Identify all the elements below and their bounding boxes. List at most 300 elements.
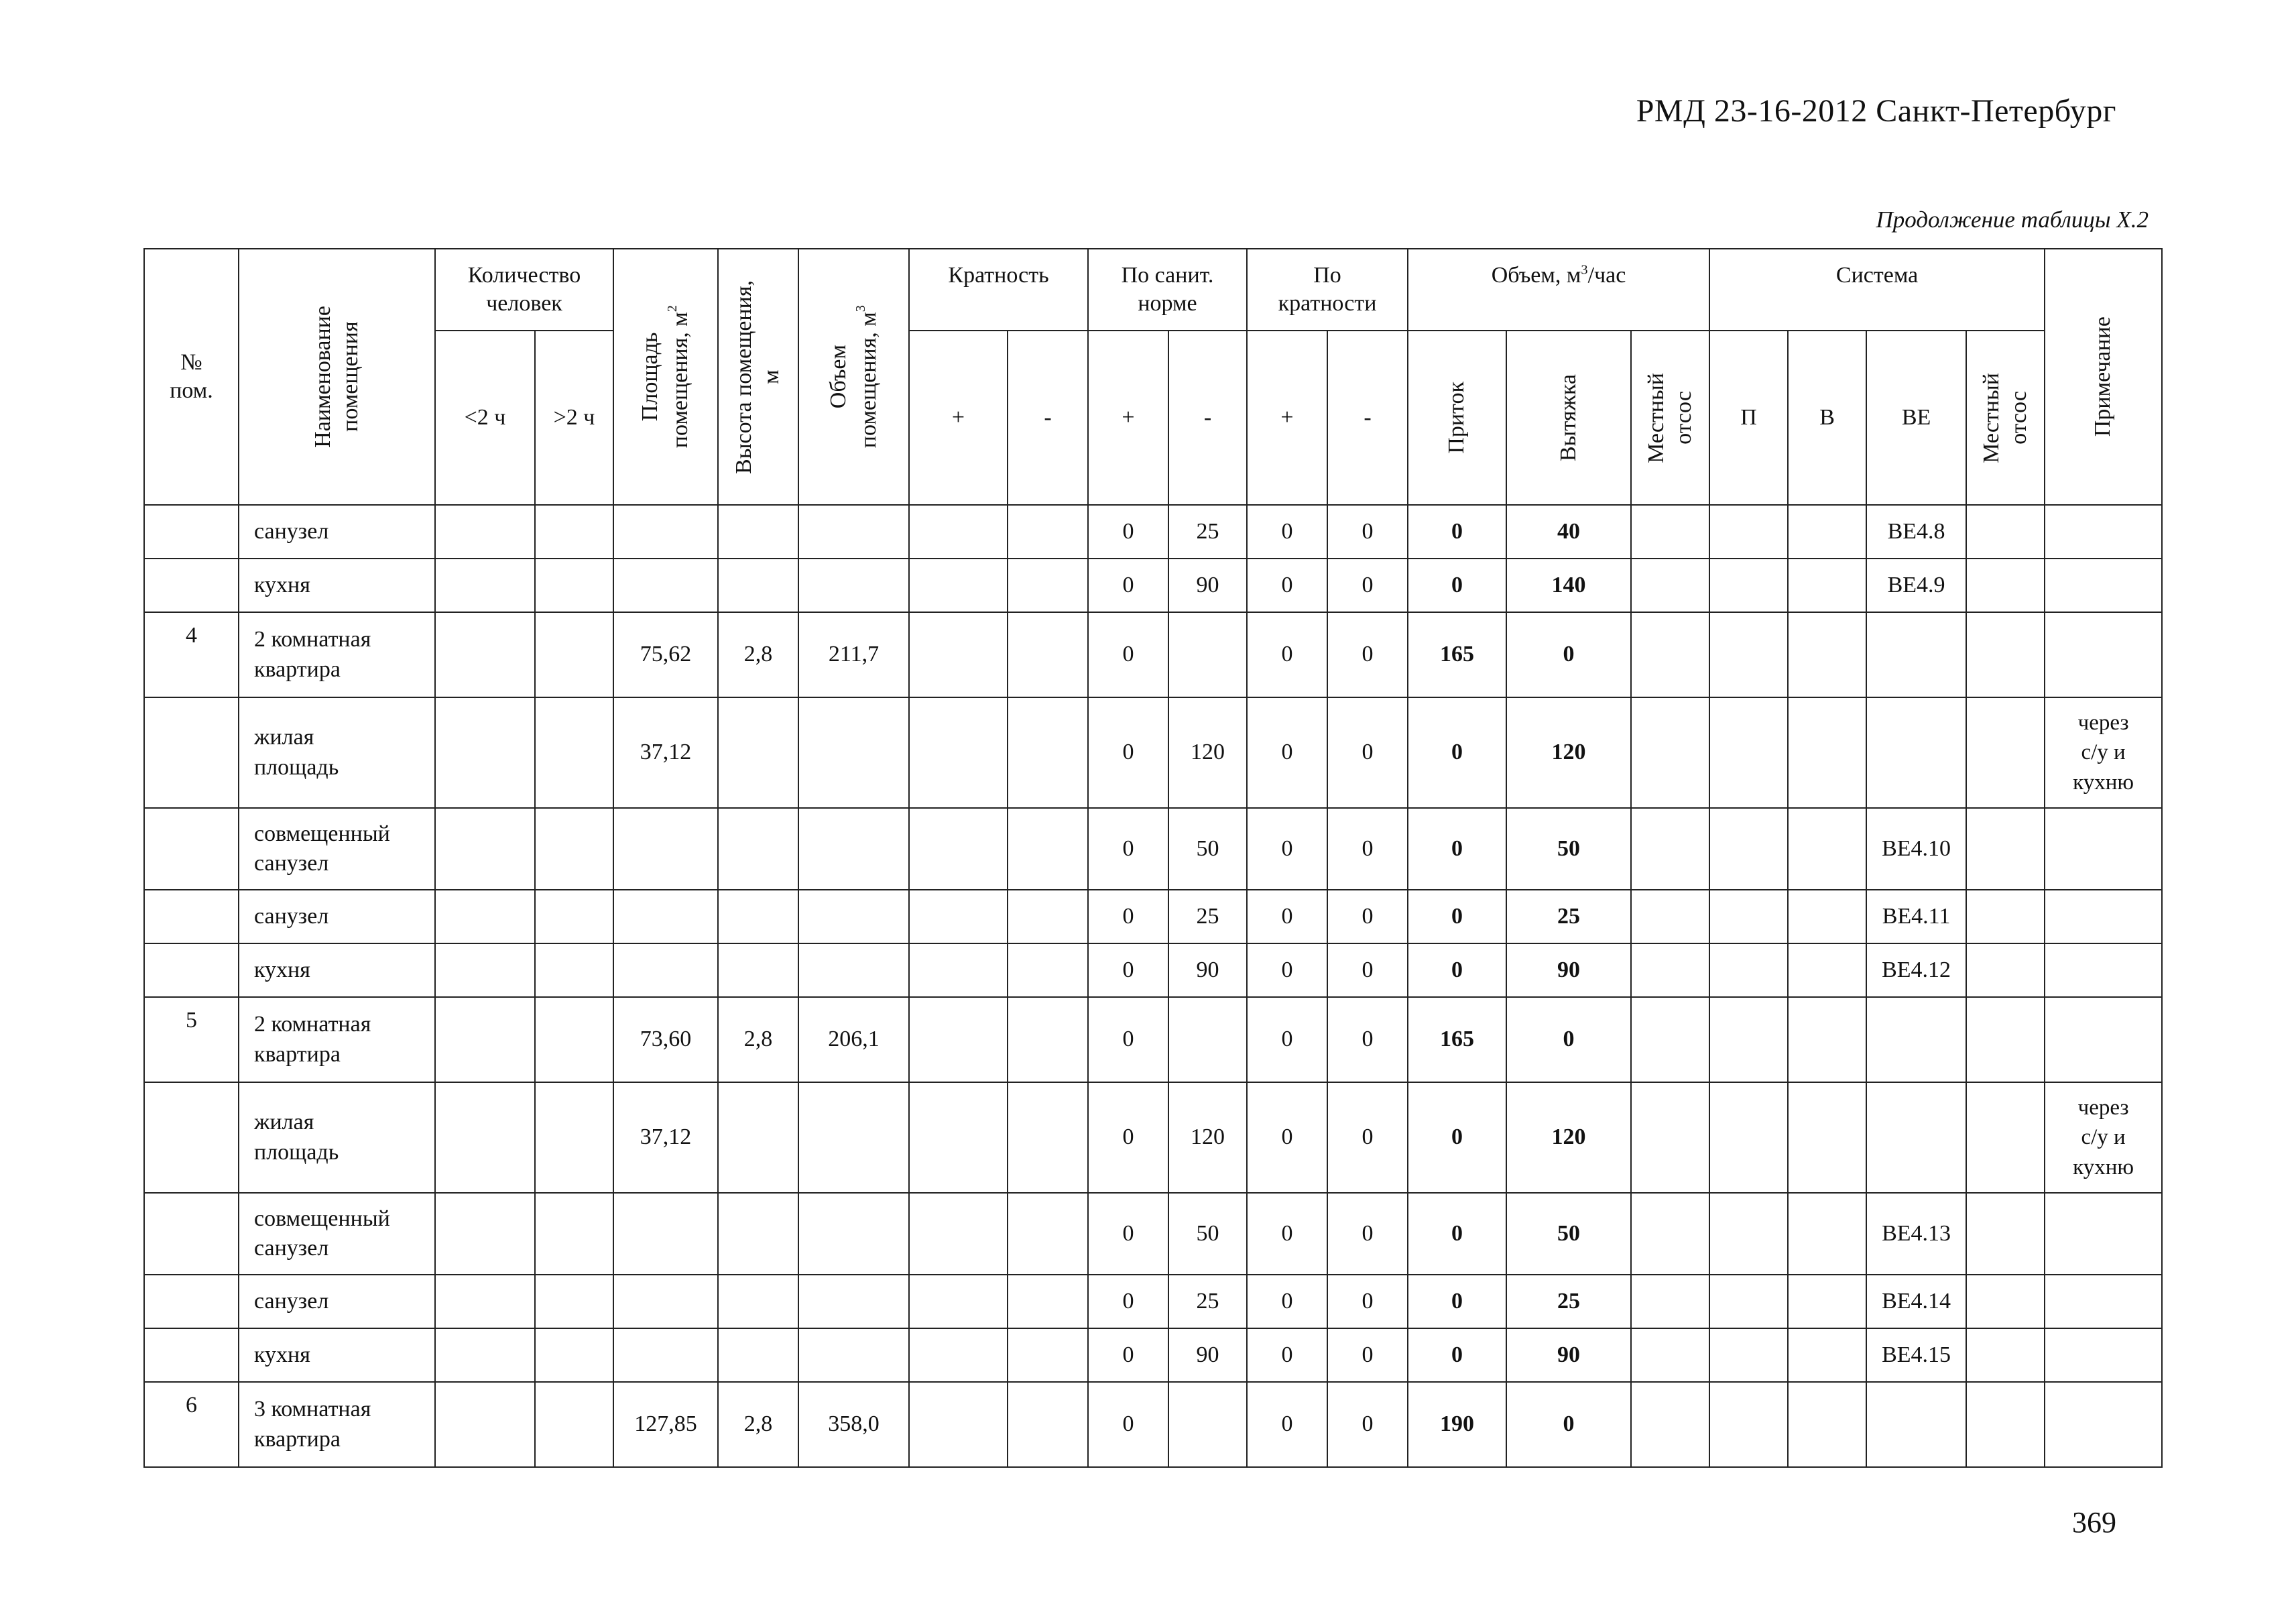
- cell-people-lt2: [435, 1382, 535, 1467]
- cell-note: [2045, 559, 2162, 612]
- cell-sanit-plus: 0: [1088, 1275, 1168, 1328]
- cell-note: [2045, 1382, 2162, 1467]
- cell-sys-v: [1788, 1082, 1866, 1193]
- table-row: [144, 1193, 2162, 1275]
- cell-num: [144, 890, 239, 943]
- header-height: Высота помещения, м: [718, 249, 798, 505]
- cell-krat-minus: 0: [1327, 505, 1408, 559]
- cell-rate-minus: [1008, 890, 1088, 943]
- cell-sanit-plus: 0: [1088, 1082, 1168, 1193]
- cell-sanit-plus: 0: [1088, 808, 1168, 890]
- cell-sanit-minus: 50: [1168, 808, 1247, 890]
- header-sanit: По санит. норме: [1088, 249, 1247, 331]
- cell-note: [2045, 505, 2162, 559]
- cell-flow-in: 165: [1408, 612, 1506, 697]
- cell-flow-out: 120: [1506, 697, 1631, 808]
- cell-krat-plus: 0: [1247, 1382, 1327, 1467]
- cell-krat-minus: 0: [1327, 1275, 1408, 1328]
- cell-sys-ve: ВЕ4.10: [1866, 808, 1966, 890]
- cell-people-gt2: [535, 505, 613, 559]
- cell-krat-minus: 0: [1327, 943, 1408, 997]
- cell-rate-plus: [909, 1193, 1008, 1275]
- cell-rate-plus: [909, 943, 1008, 997]
- cell-note: через с/у и кухню: [2045, 1082, 2162, 1193]
- cell-rate-minus: [1008, 505, 1088, 559]
- cell-sys-local: [1966, 559, 2045, 612]
- cell-flow-local: [1631, 997, 1709, 1082]
- cell-num: [144, 559, 239, 612]
- cell-flow-in: 0: [1408, 559, 1506, 612]
- cell-sys-v: [1788, 808, 1866, 890]
- header-flow-in: Приток: [1408, 331, 1506, 505]
- cell-height: 2,8: [718, 997, 798, 1082]
- cell-sys-ve: [1866, 612, 1966, 697]
- cell-area: 37,12: [613, 1082, 718, 1193]
- cell-rate-minus: [1008, 1382, 1088, 1467]
- cell-name: кухня: [239, 943, 435, 997]
- cell-num: [144, 505, 239, 559]
- cell-height: [718, 505, 798, 559]
- cell-sys-local: [1966, 943, 2045, 997]
- cell-krat-minus: 0: [1327, 1328, 1408, 1382]
- cell-volume: 358,0: [798, 1382, 909, 1467]
- cell-sys-v: [1788, 697, 1866, 808]
- cell-name: санузел: [239, 1275, 435, 1328]
- cell-flow-out: 25: [1506, 890, 1631, 943]
- table-row: [144, 1382, 2162, 1467]
- cell-name: кухня: [239, 559, 435, 612]
- cell-sys-v: [1788, 612, 1866, 697]
- cell-name: совмещенный санузел: [239, 808, 435, 890]
- table-row: [144, 808, 2162, 890]
- cell-krat-plus: 0: [1247, 997, 1327, 1082]
- cell-rate-plus: [909, 997, 1008, 1082]
- cell-sys-local: [1966, 1328, 2045, 1382]
- cell-krat-plus: 0: [1247, 1082, 1327, 1193]
- cell-sys-p: [1709, 1082, 1788, 1193]
- header-people: Количество человек: [435, 249, 613, 331]
- cell-sys-p: [1709, 612, 1788, 697]
- header-sanit-plus: +: [1088, 331, 1168, 505]
- cell-num: [144, 1328, 239, 1382]
- cell-note: [2045, 1193, 2162, 1275]
- cell-name: совмещенный санузел: [239, 1193, 435, 1275]
- cell-flow-out: 90: [1506, 1328, 1631, 1382]
- header-rate: Кратность: [909, 249, 1088, 331]
- cell-volume: [798, 559, 909, 612]
- header-system: Система: [1709, 249, 2045, 331]
- cell-height: [718, 697, 798, 808]
- cell-sys-local: [1966, 1382, 2045, 1467]
- table-header: [144, 249, 2162, 505]
- document-header: РМД 23-16-2012 Санкт-Петербург: [1636, 93, 2116, 129]
- cell-sanit-plus: 0: [1088, 697, 1168, 808]
- header-area: Площадь помещения, $м^2$: [613, 249, 718, 505]
- cell-krat-plus: 0: [1247, 697, 1327, 808]
- cell-sanit-plus: 0: [1088, 1193, 1168, 1275]
- cell-sys-p: [1709, 559, 1788, 612]
- cell-note: [2045, 943, 2162, 997]
- cell-flow-out: 120: [1506, 1082, 1631, 1193]
- cell-krat-minus: 0: [1327, 697, 1408, 808]
- cell-flow-in: 0: [1408, 1275, 1506, 1328]
- cell-height: [718, 1193, 798, 1275]
- header-people-lt2: <2 ч: [435, 331, 535, 505]
- cell-note: через с/у и кухню: [2045, 697, 2162, 808]
- cell-flow-out: 0: [1506, 997, 1631, 1082]
- cell-krat-plus: 0: [1247, 1275, 1327, 1328]
- cell-people-lt2: [435, 559, 535, 612]
- cell-sanit-minus: 90: [1168, 559, 1247, 612]
- cell-volume: 211,7: [798, 612, 909, 697]
- cell-area: [613, 890, 718, 943]
- cell-rate-minus: [1008, 697, 1088, 808]
- cell-people-gt2: [535, 559, 613, 612]
- table-caption: Продолжение таблицы Х.2: [1876, 207, 2149, 233]
- cell-rate-plus: [909, 1082, 1008, 1193]
- cell-height: 2,8: [718, 1382, 798, 1467]
- header-volume: Объем помещения, $м^3$: [798, 249, 909, 505]
- cell-area: 127,85: [613, 1382, 718, 1467]
- cell-name: санузел: [239, 505, 435, 559]
- cell-sanit-minus: 25: [1168, 1275, 1247, 1328]
- cell-sanit-minus: 50: [1168, 1193, 1247, 1275]
- cell-sys-v: [1788, 1275, 1866, 1328]
- header-people-gt2: >2 ч: [535, 331, 613, 505]
- cell-sanit-plus: 0: [1088, 1382, 1168, 1467]
- table-row: [144, 1328, 2162, 1382]
- cell-flow-out: 40: [1506, 505, 1631, 559]
- table-row: [144, 890, 2162, 943]
- cell-height: [718, 1082, 798, 1193]
- cell-sys-ve: ВЕ4.12: [1866, 943, 1966, 997]
- table-row: [144, 1082, 2162, 1193]
- cell-sys-local: [1966, 890, 2045, 943]
- cell-people-gt2: [535, 1193, 613, 1275]
- table-row: [144, 1275, 2162, 1328]
- header-num: № пом.: [144, 249, 239, 505]
- cell-sys-v: [1788, 1328, 1866, 1382]
- cell-flow-in: 0: [1408, 943, 1506, 997]
- cell-flow-local: [1631, 1082, 1709, 1193]
- cell-sanit-minus: 90: [1168, 943, 1247, 997]
- cell-sys-local: [1966, 505, 2045, 559]
- cell-sys-local: [1966, 1082, 2045, 1193]
- cell-flow-in: 190: [1408, 1382, 1506, 1467]
- page-number: 369: [2072, 1506, 2116, 1539]
- cell-height: [718, 808, 798, 890]
- cell-sys-ve: ВЕ4.15: [1866, 1328, 1966, 1382]
- cell-num: [144, 1082, 239, 1193]
- header-sys-local: Местный отсос: [1966, 331, 2045, 505]
- cell-people-gt2: [535, 997, 613, 1082]
- cell-area: [613, 505, 718, 559]
- cell-flow-in: 0: [1408, 505, 1506, 559]
- cell-people-lt2: [435, 808, 535, 890]
- cell-rate-plus: [909, 890, 1008, 943]
- cell-sys-v: [1788, 559, 1866, 612]
- cell-sanit-plus: 0: [1088, 943, 1168, 997]
- cell-sys-ve: ВЕ4.13: [1866, 1193, 1966, 1275]
- cell-sys-p: [1709, 697, 1788, 808]
- cell-area: [613, 943, 718, 997]
- cell-area: 75,62: [613, 612, 718, 697]
- header-krat: По кратности: [1247, 249, 1408, 331]
- cell-area: [613, 1275, 718, 1328]
- table-body: [144, 505, 2162, 1467]
- cell-volume: [798, 1193, 909, 1275]
- cell-rate-minus: [1008, 997, 1088, 1082]
- cell-rate-minus: [1008, 1082, 1088, 1193]
- cell-flow-out: 140: [1506, 559, 1631, 612]
- header-sys-ve: ВЕ: [1866, 331, 1966, 505]
- cell-name: 2 комнатная квартира: [239, 612, 435, 697]
- cell-flow-out: 50: [1506, 1193, 1631, 1275]
- cell-sys-p: [1709, 1382, 1788, 1467]
- cell-volume: [798, 1328, 909, 1382]
- cell-sys-p: [1709, 1328, 1788, 1382]
- cell-flow-local: [1631, 697, 1709, 808]
- cell-area: [613, 1328, 718, 1382]
- cell-sys-p: [1709, 1275, 1788, 1328]
- cell-height: [718, 1275, 798, 1328]
- header-flow-out: Вытяжка: [1506, 331, 1631, 505]
- cell-sanit-minus: 120: [1168, 1082, 1247, 1193]
- cell-flow-in: 0: [1408, 890, 1506, 943]
- ventilation-table: [143, 248, 2163, 1468]
- cell-sanit-plus: 0: [1088, 505, 1168, 559]
- cell-sys-v: [1788, 890, 1866, 943]
- cell-name: санузел: [239, 890, 435, 943]
- cell-people-gt2: [535, 1082, 613, 1193]
- cell-sys-ve: ВЕ4.8: [1866, 505, 1966, 559]
- cell-krat-minus: 0: [1327, 1382, 1408, 1467]
- header-sys-v: В: [1788, 331, 1866, 505]
- cell-flow-local: [1631, 1328, 1709, 1382]
- cell-volume: [798, 808, 909, 890]
- cell-rate-minus: [1008, 1328, 1088, 1382]
- cell-rate-plus: [909, 697, 1008, 808]
- cell-sanit-minus: 25: [1168, 505, 1247, 559]
- cell-flow-local: [1631, 612, 1709, 697]
- table-row: [144, 505, 2162, 559]
- cell-height: [718, 943, 798, 997]
- cell-name: жилая площадь: [239, 1082, 435, 1193]
- cell-sanit-minus: [1168, 1382, 1247, 1467]
- cell-area: 73,60: [613, 997, 718, 1082]
- cell-sanit-minus: [1168, 612, 1247, 697]
- cell-note: [2045, 612, 2162, 697]
- cell-rate-plus: [909, 1328, 1008, 1382]
- cell-sys-p: [1709, 808, 1788, 890]
- cell-rate-minus: [1008, 1193, 1088, 1275]
- cell-flow-in: 0: [1408, 1193, 1506, 1275]
- cell-sys-ve: [1866, 697, 1966, 808]
- cell-krat-minus: 0: [1327, 808, 1408, 890]
- cell-volume: 206,1: [798, 997, 909, 1082]
- cell-flow-local: [1631, 1275, 1709, 1328]
- cell-people-lt2: [435, 943, 535, 997]
- table-row: [144, 612, 2162, 697]
- cell-people-lt2: [435, 1082, 535, 1193]
- cell-krat-plus: 0: [1247, 808, 1327, 890]
- cell-sys-p: [1709, 890, 1788, 943]
- cell-num: [144, 943, 239, 997]
- cell-flow-in: 0: [1408, 697, 1506, 808]
- cell-sys-local: [1966, 997, 2045, 1082]
- cell-sys-ve: [1866, 1082, 1966, 1193]
- cell-sys-p: [1709, 997, 1788, 1082]
- cell-volume: [798, 697, 909, 808]
- cell-krat-plus: 0: [1247, 612, 1327, 697]
- table-row: [144, 943, 2162, 997]
- cell-people-lt2: [435, 697, 535, 808]
- cell-area: [613, 1193, 718, 1275]
- cell-sanit-minus: 25: [1168, 890, 1247, 943]
- cell-people-lt2: [435, 890, 535, 943]
- table-row: [144, 697, 2162, 808]
- cell-rate-plus: [909, 1382, 1008, 1467]
- cell-volume: [798, 1082, 909, 1193]
- cell-sanit-plus: 0: [1088, 559, 1168, 612]
- cell-sanit-plus: 0: [1088, 612, 1168, 697]
- cell-sanit-plus: 0: [1088, 890, 1168, 943]
- cell-num: [144, 697, 239, 808]
- cell-krat-plus: 0: [1247, 1193, 1327, 1275]
- cell-height: 2,8: [718, 612, 798, 697]
- cell-num: 6: [144, 1382, 239, 1467]
- cell-sanit-plus: 0: [1088, 997, 1168, 1082]
- cell-name: 3 комнатная квартира: [239, 1382, 435, 1467]
- cell-krat-minus: 0: [1327, 612, 1408, 697]
- cell-sanit-minus: 120: [1168, 697, 1247, 808]
- header-name: Наименование помещения: [239, 249, 435, 505]
- cell-flow-out: 0: [1506, 612, 1631, 697]
- cell-sanit-plus: 0: [1088, 1328, 1168, 1382]
- cell-sys-v: [1788, 943, 1866, 997]
- cell-flow-local: [1631, 808, 1709, 890]
- cell-area: [613, 559, 718, 612]
- cell-height: [718, 1328, 798, 1382]
- cell-flow-local: [1631, 1382, 1709, 1467]
- cell-area: 37,12: [613, 697, 718, 808]
- cell-flow-in: 165: [1408, 997, 1506, 1082]
- cell-people-lt2: [435, 612, 535, 697]
- cell-sanit-minus: 90: [1168, 1328, 1247, 1382]
- cell-sys-ve: [1866, 1382, 1966, 1467]
- cell-krat-plus: 0: [1247, 559, 1327, 612]
- cell-flow-out: 25: [1506, 1275, 1631, 1328]
- cell-krat-plus: 0: [1247, 943, 1327, 997]
- cell-sys-ve: ВЕ4.9: [1866, 559, 1966, 612]
- cell-name: 2 комнатная квартира: [239, 997, 435, 1082]
- cell-krat-plus: 0: [1247, 505, 1327, 559]
- cell-flow-local: [1631, 943, 1709, 997]
- cell-volume: [798, 1275, 909, 1328]
- cell-rate-minus: [1008, 1275, 1088, 1328]
- cell-sys-local: [1966, 1193, 2045, 1275]
- cell-rate-minus: [1008, 808, 1088, 890]
- cell-people-gt2: [535, 808, 613, 890]
- cell-area: [613, 808, 718, 890]
- cell-sanit-minus: [1168, 997, 1247, 1082]
- cell-people-gt2: [535, 943, 613, 997]
- cell-krat-minus: 0: [1327, 1082, 1408, 1193]
- cell-height: [718, 890, 798, 943]
- cell-people-lt2: [435, 997, 535, 1082]
- cell-note: [2045, 890, 2162, 943]
- cell-krat-minus: 0: [1327, 1193, 1408, 1275]
- cell-rate-minus: [1008, 943, 1088, 997]
- cell-rate-plus: [909, 808, 1008, 890]
- cell-num: 5: [144, 997, 239, 1082]
- cell-sys-p: [1709, 943, 1788, 997]
- cell-people-lt2: [435, 1328, 535, 1382]
- header-flow-local: Местный отсос: [1631, 331, 1709, 505]
- cell-sys-local: [1966, 612, 2045, 697]
- cell-rate-minus: [1008, 612, 1088, 697]
- header-sanit-minus: -: [1168, 331, 1247, 505]
- cell-people-lt2: [435, 1275, 535, 1328]
- cell-volume: [798, 943, 909, 997]
- cell-sys-local: [1966, 1275, 2045, 1328]
- header-sys-p: П: [1709, 331, 1788, 505]
- cell-flow-in: 0: [1408, 1082, 1506, 1193]
- cell-people-gt2: [535, 1328, 613, 1382]
- cell-note: [2045, 1275, 2162, 1328]
- cell-sys-p: [1709, 1193, 1788, 1275]
- cell-volume: [798, 505, 909, 559]
- cell-flow-out: 0: [1506, 1382, 1631, 1467]
- cell-sys-local: [1966, 808, 2045, 890]
- cell-people-gt2: [535, 612, 613, 697]
- header-rate-plus: +: [909, 331, 1008, 505]
- cell-num: 4: [144, 612, 239, 697]
- cell-flow-in: 0: [1408, 1328, 1506, 1382]
- header-krat-plus: +: [1247, 331, 1327, 505]
- cell-krat-minus: 0: [1327, 890, 1408, 943]
- cell-sys-v: [1788, 505, 1866, 559]
- cell-people-gt2: [535, 890, 613, 943]
- cell-flow-local: [1631, 559, 1709, 612]
- cell-sys-ve: [1866, 997, 1966, 1082]
- header-note: Примечание: [2045, 249, 2162, 505]
- header-rate-minus: -: [1008, 331, 1088, 505]
- cell-rate-plus: [909, 505, 1008, 559]
- cell-num: [144, 808, 239, 890]
- cell-num: [144, 1193, 239, 1275]
- cell-name: жилая площадь: [239, 697, 435, 808]
- cell-krat-minus: 0: [1327, 997, 1408, 1082]
- cell-flow-local: [1631, 1193, 1709, 1275]
- cell-people-lt2: [435, 1193, 535, 1275]
- cell-sys-local: [1966, 697, 2045, 808]
- table-row: [144, 559, 2162, 612]
- cell-rate-plus: [909, 612, 1008, 697]
- cell-krat-plus: 0: [1247, 1328, 1327, 1382]
- cell-num: [144, 1275, 239, 1328]
- cell-krat-plus: 0: [1247, 890, 1327, 943]
- cell-sys-ve: ВЕ4.14: [1866, 1275, 1966, 1328]
- cell-flow-local: [1631, 505, 1709, 559]
- cell-flow-in: 0: [1408, 808, 1506, 890]
- header-krat-minus: -: [1327, 331, 1408, 505]
- cell-sys-p: [1709, 505, 1788, 559]
- cell-flow-local: [1631, 890, 1709, 943]
- cell-flow-out: 50: [1506, 808, 1631, 890]
- cell-name: кухня: [239, 1328, 435, 1382]
- cell-krat-minus: 0: [1327, 559, 1408, 612]
